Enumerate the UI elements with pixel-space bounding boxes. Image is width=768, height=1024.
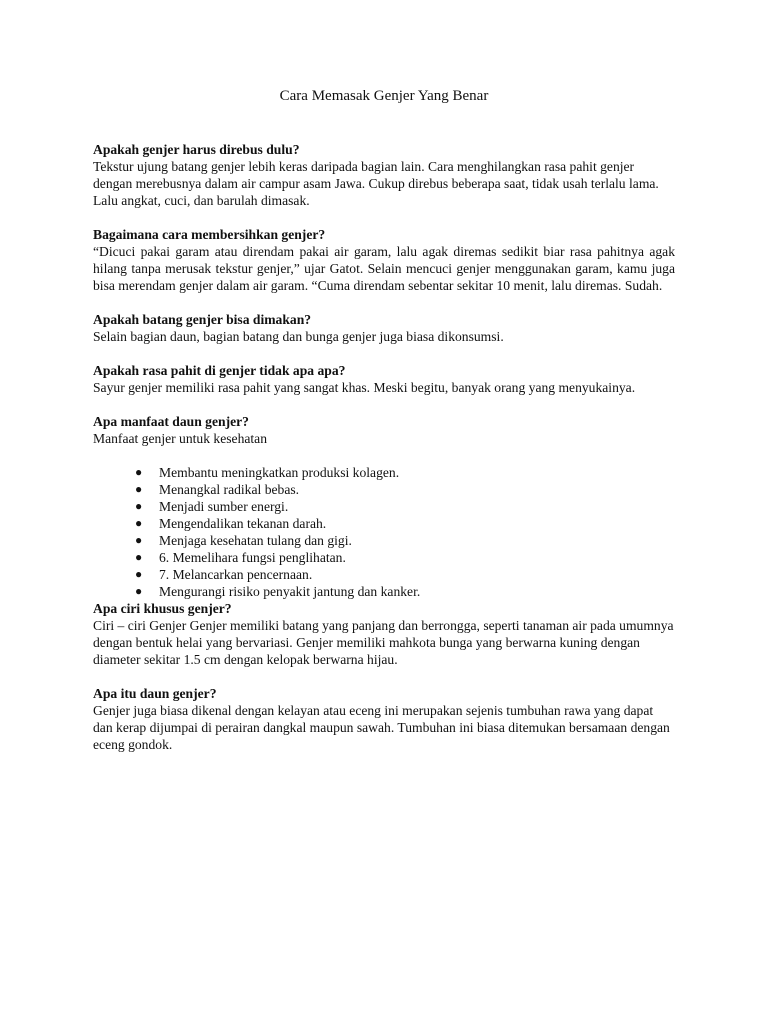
list-item-text: Menjaga kesehatan tulang dan gigi. (159, 533, 352, 548)
section-question: Bagaimana cara membersihkan genjer? (93, 227, 326, 242)
document-page (93, 88, 675, 770)
qa-section-6 (93, 600, 675, 668)
bullet-icon: ● (135, 550, 143, 564)
list-item-text: 6. Memelihara fungsi penglihatan. (159, 550, 346, 565)
list-item (135, 498, 675, 515)
list-item-text: Menangkal radikal bebas. (159, 482, 300, 497)
section-question: Apa manfaat daun genjer? (93, 414, 249, 429)
list-item-text: 7. Melancarkan pencernaan. (159, 567, 313, 582)
list-item-text: Mengendalikan tekanan darah. (159, 516, 327, 531)
bullet-icon: ● (135, 499, 143, 513)
bullet-icon: ● (135, 465, 143, 479)
list-item (135, 464, 675, 481)
qa-section-2 (93, 226, 675, 294)
list-item-text: Membantu meningkatkan produksi kolagen. (159, 465, 400, 480)
section-question: Apakah batang genjer bisa dimakan? (93, 312, 312, 327)
bullet-icon: ● (135, 567, 143, 581)
bullet-icon: ● (135, 584, 143, 598)
list-item (135, 532, 675, 549)
list-item (135, 583, 675, 600)
list-item-text: Menjadi sumber energi. (159, 499, 289, 514)
section-question: Apakah genjer harus direbus dulu? (93, 142, 300, 157)
list-item-text: Mengurangi risiko penyakit jantung dan kanker. (159, 584, 421, 599)
section-answer: Tekstur ujung batang genjer lebih keras daripada bagian lain. Cara menghilangkan rasa pahit genjer dengan merebusnya dalam air campur asam Jawa. Cukup direbus beberapa saat, tidak usah terlalu lama. Lalu angkat, cuci, dan barulah dimasak. (93, 159, 659, 208)
section-question: Apa itu daun genjer? (93, 686, 217, 701)
document-title: Cara Memasak Genjer Yang Benar (279, 88, 489, 104)
qa-section-5 (93, 413, 675, 600)
list-item (135, 481, 675, 498)
section-question: Apakah rasa pahit di genjer tidak apa apa? (93, 363, 346, 378)
qa-section-7 (93, 685, 675, 753)
bullet-icon: ● (135, 516, 143, 530)
section-answer: Manfaat genjer untuk kesehatan (93, 431, 268, 446)
qa-section-3 (93, 311, 675, 345)
bullet-icon: ● (135, 533, 143, 547)
section-answer: “Dicuci pakai garam atau direndam pakai air garam, lalu agak diremas sedikit biar rasa pahitnya agak hilang tanpa merusak tekstur genjer,” ujar Gatot. Selain mencuci genjer menggunakan garam, kamu juga bisa merendam genjer dalam air garam. “Cuma direndam sebentar sekitar 10 menit, lalu diremas. Sudah. (93, 244, 675, 293)
list-item (135, 566, 675, 583)
section-answer: Genjer juga biasa dikenal dengan kelayan atau eceng ini merupakan sejenis tumbuhan rawa yang dapat dan kerap dijumpai di perairan dangkal maupun sawah. Tumbuhan ini biasa ditemukan bersamaan dengan eceng gondok. (93, 703, 670, 752)
section-answer: Selain bagian daun, bagian batang dan bunga genjer juga biasa dikonsumsi. (93, 329, 504, 344)
section-answer: Ciri – ciri Genjer Genjer memiliki batang yang panjang dan berrongga, seperti tanaman air pada umumnya dengan bentuk helai yang bervariasi. Genjer memiliki mahkota bunga yang berwarna kuning dengan diameter sekitar 1.5 cm dengan kelopak berwarna hijau. (93, 618, 674, 667)
section-question: Apa ciri khusus genjer? (93, 601, 232, 616)
qa-section-4 (93, 362, 675, 396)
benefits-list (93, 464, 675, 600)
list-item (135, 549, 675, 566)
qa-section-1 (93, 141, 675, 209)
bullet-icon: ● (135, 482, 143, 496)
section-answer: Sayur genjer memiliki rasa pahit yang sangat khas. Meski begitu, banyak orang yang menyukainya. (93, 380, 636, 395)
list-item (135, 515, 675, 532)
